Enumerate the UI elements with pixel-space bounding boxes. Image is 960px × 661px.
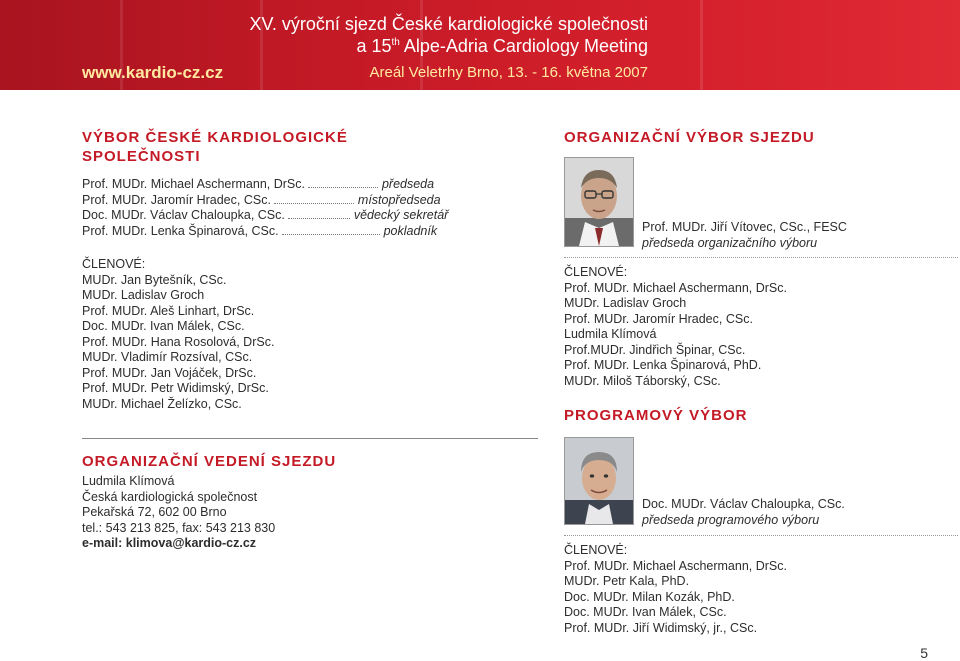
portrait-image xyxy=(565,158,633,246)
member-item: Doc. MUDr. Ivan Málek, CSc. xyxy=(564,605,727,619)
member-item: MUDr. Jan Bytešník, CSc. xyxy=(82,272,227,287)
officer-name: Prof. MUDr. Michael Aschermann, DrSc. xyxy=(82,177,305,191)
management-title: ORGANIZAČNÍ VEDENÍ SJEZDU xyxy=(82,453,337,470)
member-item: Prof. MUDr. Jiří Widimský, jr., CSc. xyxy=(564,620,758,635)
leader-dots xyxy=(288,209,350,219)
member-item: Prof. MUDr. Michael Aschermann, DrSc. xyxy=(564,280,787,295)
members-label: ČLENOVÉ: xyxy=(564,265,628,279)
officer-row xyxy=(82,193,441,209)
contact-email[interactable]: e-mail: klimova@kardio-cz.cz xyxy=(82,536,257,550)
program-chair-name: Doc. MUDr. Václav Chaloupka, CSc. xyxy=(642,497,845,511)
committee-title-line1: VÝBOR ČESKÉ KARDIOLOGICKÉ xyxy=(82,129,348,146)
committee-title-line2: SPOLEČNOSTI xyxy=(82,148,201,165)
officer-name: Doc. MUDr. Václav Chaloupka, CSc. xyxy=(82,208,285,222)
program-committee-title: PROGRAMOVÝ VÝBOR xyxy=(564,407,748,424)
member-item: Prof. MUDr. Hana Rosolová, DrSc. xyxy=(82,334,275,349)
org-committee-title: ORGANIZAČNÍ VÝBOR SJEZDU xyxy=(564,129,815,146)
officer-row xyxy=(82,177,434,193)
org-chair-name: Prof. MUDr. Jiří Vítovec, CSc., FESC xyxy=(642,220,847,234)
officer-role: pokladník xyxy=(383,224,438,238)
congress-title: XV. výroční sjezd České kardiologické společnosti xyxy=(249,14,648,34)
management-contact xyxy=(82,474,275,552)
members-label: ČLENOVÉ: xyxy=(564,543,628,557)
subtitle-prefix: a 15 xyxy=(356,36,392,56)
program-chair-photo xyxy=(564,437,634,525)
officer-role: vědecký sekretář xyxy=(353,208,449,222)
member-item: MUDr. Ladislav Groch xyxy=(82,288,205,302)
member-item: MUDr. Vladimír Rozsíval, CSc. xyxy=(82,350,253,364)
portrait-image xyxy=(565,438,633,524)
dotted-separator xyxy=(564,535,958,536)
congress-subtitle xyxy=(356,36,648,57)
member-item: Doc. MUDr. Ivan Málek, CSc. xyxy=(82,319,245,333)
officer-row xyxy=(82,224,437,240)
leader-dots xyxy=(274,194,354,204)
section-divider xyxy=(82,438,538,439)
member-item: MUDr. Ladislav Groch xyxy=(564,296,687,310)
venue-dates: Areál Veletrhy Brno, 13. - 16. května 2007 xyxy=(369,64,648,81)
committee-title xyxy=(82,128,348,166)
subtitle-suffix: Alpe-Adria Cardiology Meeting xyxy=(399,36,648,56)
member-item: Prof. MUDr. Petr Widimský, DrSc. xyxy=(82,381,269,395)
member-item: Prof. MUDr. Lenka Špinarová, PhD. xyxy=(564,358,762,372)
member-item: Prof. MUDr. Jaromír Hradec, CSc. xyxy=(564,311,753,326)
member-item: MUDr. Petr Kala, PhD. xyxy=(564,574,690,588)
member-item: Prof. MUDr. Jan Vojáček, DrSc. xyxy=(82,365,257,380)
committee-members xyxy=(82,257,274,412)
members-label: ČLENOVÉ: xyxy=(82,257,146,271)
dotted-separator xyxy=(564,257,958,258)
member-item: Prof.MUDr. Jindřich Špinar, CSc. xyxy=(564,342,746,357)
officer-role: předseda xyxy=(381,177,435,191)
website-link[interactable]: www.kardio-cz.cz xyxy=(82,63,224,82)
member-item: Prof. MUDr. Aleš Linhart, DrSc. xyxy=(82,303,255,318)
officer-name: Prof. MUDr. Jaromír Hradec, CSc. xyxy=(82,193,271,207)
member-item: MUDr. Miloš Táborský, CSc. xyxy=(564,373,721,388)
officer-row xyxy=(82,208,448,224)
contact-address: Pekařská 72, 602 00 Brno xyxy=(82,505,227,519)
officer-name: Prof. MUDr. Lenka Špinarová, CSc. xyxy=(82,224,279,238)
contact-organization: Česká kardiologická společnost xyxy=(82,489,258,504)
program-committee-members xyxy=(564,543,787,636)
member-item: Ludmila Klímová xyxy=(564,327,657,341)
leader-dots xyxy=(308,178,378,188)
org-committee-members xyxy=(564,265,787,389)
header-decoration xyxy=(700,0,703,90)
page-header xyxy=(0,0,960,90)
member-item: Prof. MUDr. Michael Aschermann, DrSc. xyxy=(564,558,787,573)
subtitle-sup: th xyxy=(391,37,400,48)
program-chair-role: předseda programového výboru xyxy=(642,513,820,527)
member-item: MUDr. Michael Želízko, CSc. xyxy=(82,396,242,411)
officer-role: místopředseda xyxy=(357,193,441,207)
chair-photo xyxy=(564,157,634,247)
page-number: 5 xyxy=(920,645,928,661)
member-item: Doc. MUDr. Milan Kozák, PhD. xyxy=(564,589,735,604)
leader-dots xyxy=(282,225,380,235)
org-chair-role: předseda organizačního výboru xyxy=(642,236,818,250)
contact-phone: tel.: 543 213 825, fax: 543 213 830 xyxy=(82,520,276,535)
contact-name: Ludmila Klímová xyxy=(82,474,175,488)
